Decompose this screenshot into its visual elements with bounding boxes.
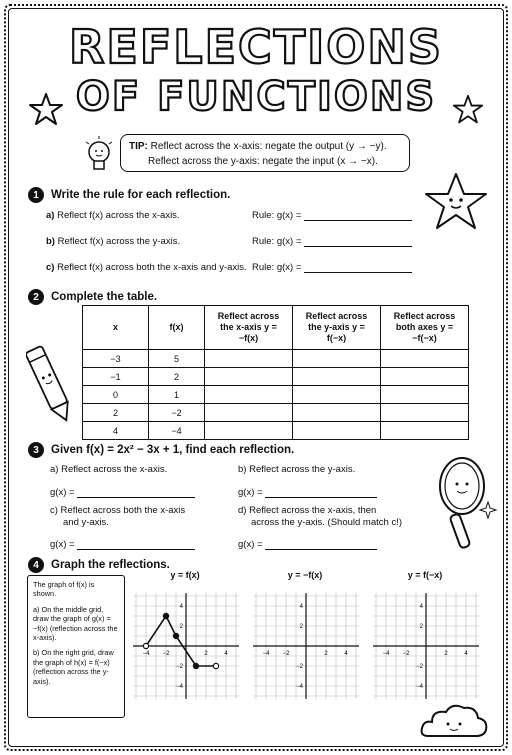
tip-line-2: Reflect across the y-axis: negate the input (x → −x). (148, 156, 378, 167)
answer-cell[interactable] (293, 386, 381, 404)
table-row (83, 386, 469, 404)
y-tick-label: 2 (179, 624, 183, 630)
section-1-title: Write the rule for each reflection. (51, 189, 231, 201)
answer-blank[interactable] (304, 272, 412, 273)
open-point (143, 643, 148, 648)
q1c-text: Reflect f(x) across both the x-axis and y-axis. (57, 262, 247, 273)
g-label: g(x) = (238, 487, 263, 498)
answer-3a (50, 487, 195, 498)
x-tick-label: 2 (324, 651, 328, 657)
y-tick-label: −2 (176, 664, 183, 670)
answer-3d (238, 539, 377, 550)
graph-title-f: y = f(x) (170, 570, 200, 580)
x-tick-label: −4 (142, 651, 150, 657)
tip-line-1: Reflect across the x-axis: negate the output (y → −y). (150, 141, 387, 152)
question-1b (46, 236, 180, 247)
g-label: g(x) = (238, 539, 263, 550)
section-3-heading (28, 442, 294, 458)
section-1-heading (28, 187, 230, 203)
answer-blank[interactable] (304, 220, 412, 221)
answer-cell[interactable] (205, 350, 293, 368)
cell-fx: −4 (149, 422, 205, 440)
cell-x: 2 (83, 404, 149, 422)
section-2-heading (28, 289, 157, 305)
question-3c (50, 505, 185, 529)
section-2-title: Complete the table. (51, 291, 158, 303)
closed-point (163, 613, 168, 618)
question-1a (46, 210, 180, 221)
q3c-line1: c) Reflect across both the x-axis (50, 505, 186, 516)
answer-cell[interactable] (205, 422, 293, 440)
question-3d (238, 505, 402, 529)
q3c-line2: and y-axis. (63, 517, 109, 528)
graph-f (132, 583, 240, 701)
info-p1: The graph of f(x) is shown. (33, 580, 95, 599)
x-tick-label: −4 (382, 651, 390, 657)
cloud-icon (418, 700, 490, 742)
answer-blank[interactable] (265, 549, 377, 550)
q3d-line1: d) Reflect across the x-axis, then (238, 505, 377, 516)
y-tick-label: 2 (419, 624, 423, 630)
pencil-icon (26, 340, 72, 426)
graph-title-f-neg-x: y = f(−x) (407, 570, 443, 580)
g-label: g(x) = (50, 487, 75, 498)
answer-cell[interactable] (381, 404, 469, 422)
q1b-text: Reflect f(x) across the y-axis. (57, 236, 181, 247)
q1a-text: Reflect f(x) across the x-axis. (57, 210, 180, 221)
section-3-title: Given f(x) = 2x² − 3x + 1, find each reflection. (51, 444, 295, 456)
answer-3c (50, 539, 195, 550)
section-1-number: 1 (28, 187, 44, 203)
question-3b: b) Reflect across the y-axis. (238, 464, 356, 475)
answer-cell[interactable] (293, 422, 381, 440)
x-tick-label: −2 (402, 651, 410, 657)
rule-1b-label: Rule: g(x) = (252, 236, 302, 247)
answer-cell[interactable] (205, 404, 293, 422)
info-p3: b) On the right grid, draw the graph of h(x) = f(−x) (reflection across the y-axis). (33, 648, 114, 686)
cell-x: −3 (83, 350, 149, 368)
col-header-x: x (83, 306, 149, 350)
y-tick-label: −2 (416, 664, 423, 670)
y-tick-label: −4 (176, 684, 183, 690)
table-row (83, 350, 469, 368)
x-tick-label: 2 (204, 651, 208, 657)
cell-fx: −2 (149, 404, 205, 422)
answer-cell[interactable] (381, 386, 469, 404)
graph-f-neg-x[interactable] (372, 583, 480, 701)
table-row (83, 422, 469, 440)
y-tick-label: 4 (419, 604, 423, 610)
section-3-number: 3 (28, 442, 44, 458)
closed-point (193, 663, 198, 668)
section-4-number: 4 (28, 557, 44, 573)
reflection-table (82, 305, 469, 440)
question-1c (46, 262, 247, 273)
cell-fx: 2 (149, 368, 205, 386)
x-tick-label: 4 (344, 651, 348, 657)
col-header-fx: f(x) (149, 306, 205, 350)
y-tick-label: −2 (296, 664, 303, 670)
graph-instructions (27, 575, 125, 718)
answer-cell[interactable] (205, 386, 293, 404)
q1b-label: b) (46, 236, 55, 247)
title-line-2: OF FUNCTIONS (75, 74, 437, 120)
answer-cell[interactable] (205, 368, 293, 386)
rule-1a (252, 210, 412, 221)
x-tick-label: 4 (464, 651, 468, 657)
rule-1b (252, 236, 412, 247)
col-header-reflect-x: Reflect across the x-axis y = −f(x) (205, 306, 293, 350)
title-line-1: REFLECTIONS (69, 20, 443, 74)
answer-cell[interactable] (381, 422, 469, 440)
answer-blank[interactable] (77, 549, 195, 550)
answer-cell[interactable] (381, 350, 469, 368)
cell-x: −1 (83, 368, 149, 386)
g-label: g(x) = (50, 539, 75, 550)
answer-3b (238, 487, 377, 498)
y-tick-label: −4 (416, 684, 423, 690)
closed-point (173, 633, 178, 638)
q1a-label: a) (46, 210, 55, 221)
star-icon (28, 92, 64, 128)
col-header-reflect-y: Reflect across the y-axis y = f(−x) (293, 306, 381, 350)
y-tick-label: 4 (179, 604, 183, 610)
answer-blank[interactable] (265, 497, 377, 498)
q1c-label: c) (46, 262, 55, 273)
y-tick-label: 2 (299, 624, 303, 630)
x-tick-label: −4 (262, 651, 270, 657)
answer-cell[interactable] (293, 368, 381, 386)
star-mascot-icon (420, 170, 492, 240)
x-tick-label: −2 (162, 651, 170, 657)
section-4-title: Graph the reflections. (51, 559, 170, 571)
col-header-reflect-both: Reflect across both axes y = −f(−x) (381, 306, 469, 350)
answer-cell[interactable] (293, 404, 381, 422)
graph-neg-f[interactable] (252, 583, 360, 701)
lightbulb-icon (82, 134, 116, 178)
y-tick-label: 4 (299, 604, 303, 610)
cell-fx: 5 (149, 350, 205, 368)
q3d-line2: across the y-axis. (Should match c!) (251, 517, 402, 528)
rule-1c-label: Rule: g(x) = (252, 262, 302, 273)
answer-blank[interactable] (304, 246, 412, 247)
answer-blank[interactable] (77, 497, 195, 498)
x-tick-label: 4 (224, 651, 228, 657)
cell-fx: 1 (149, 386, 205, 404)
cell-x: 4 (83, 422, 149, 440)
tip-label: TIP: (129, 141, 148, 152)
info-p2: a) On the middle grid, draw the graph of g(x) = −f(x) (reflection across the x-axis). (33, 604, 118, 643)
table-row (83, 368, 469, 386)
x-tick-label: −2 (282, 651, 290, 657)
table-row (83, 404, 469, 422)
question-3a: a) Reflect across the x-axis. (50, 464, 168, 475)
answer-cell[interactable] (381, 368, 469, 386)
star-icon (452, 94, 484, 126)
x-tick-label: 2 (444, 651, 448, 657)
y-tick-label: −4 (296, 684, 303, 690)
tip-box (120, 134, 410, 172)
cell-x: 0 (83, 386, 149, 404)
open-point (213, 663, 218, 668)
section-2-number: 2 (28, 289, 44, 305)
rule-1c (252, 262, 412, 273)
answer-cell[interactable] (293, 350, 381, 368)
graph-title-neg-f: y = −f(x) (287, 570, 323, 580)
hand-mirror-icon (428, 452, 498, 552)
rule-1a-label: Rule: g(x) = (252, 210, 302, 221)
